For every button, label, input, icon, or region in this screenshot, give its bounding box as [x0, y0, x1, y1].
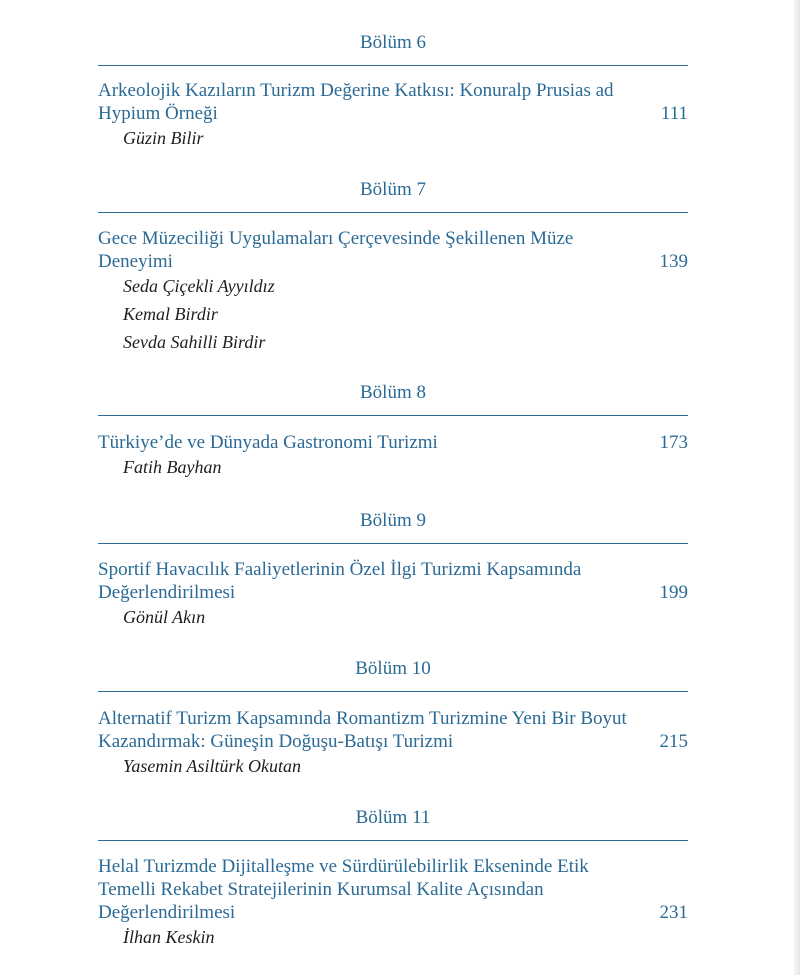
page-edge-shadow [794, 0, 800, 975]
chapter-9 [98, 510, 688, 631]
chapter-heading: Bölüm 6 [360, 32, 426, 53]
chapter-entry-link[interactable] [98, 707, 688, 753]
chapter-entry-link[interactable] [98, 431, 688, 454]
page-number: 139 [659, 251, 688, 272]
page-number: 111 [660, 103, 688, 124]
chapter-divider [98, 691, 688, 692]
chapter-entry-link[interactable] [98, 79, 688, 125]
chapter-7 [98, 179, 688, 356]
author-name: Sevda Sahilli Birdir [123, 332, 266, 352]
chapter-11 [98, 807, 688, 951]
chapter-heading: Bölüm 10 [355, 658, 431, 679]
chapter-heading: Bölüm 9 [360, 510, 426, 531]
chapter-title: Türkiye’de ve Dünyada Gastronomi Turizmi [98, 432, 438, 453]
chapter-8 [98, 382, 688, 481]
author-name: Seda Çiçekli Ayyıldız [123, 276, 275, 296]
chapter-divider [98, 415, 688, 416]
table-of-contents [98, 0, 688, 951]
page-number: 199 [659, 582, 688, 603]
chapter-title: Alternatif Turizm Kapsamında Romantizm Turizmine Yeni Bir Boyut Kazandırmak: Güneşin Doğuşu-Batışı Turizmi [98, 708, 627, 752]
chapter-heading: Bölüm 11 [355, 807, 431, 828]
author-name: Yasemin Asiltürk Okutan [123, 756, 302, 776]
author-name: Fatih Bayhan [123, 457, 222, 477]
chapter-entry-link[interactable] [98, 558, 688, 604]
chapter-6 [98, 32, 688, 152]
chapter-10 [98, 658, 688, 780]
chapter-entry-link[interactable] [98, 227, 688, 273]
chapter-title: Helal Turizmde Dijitalleşme ve Sürdürülebilirlik Ekseninde Etik Temelli Rekabet Stratejilerinin Kurumsal Kalite Açısından Değerlendirilmesi [98, 856, 589, 923]
chapter-title: Gece Müzeciliği Uygulamaları Çerçevesinde Şekillenen Müze Deneyimi [98, 228, 574, 272]
chapter-entry-link[interactable] [98, 855, 688, 924]
chapter-heading: Bölüm 8 [360, 382, 426, 403]
page-number: 231 [659, 902, 688, 923]
chapter-divider [98, 65, 688, 66]
chapter-divider [98, 840, 688, 841]
author-name: Güzin Bilir [123, 128, 204, 148]
chapter-title: Arkeolojik Kazıların Turizm Değerine Katkısı: Konuralp Prusias ad Hypium Örneği [98, 80, 614, 124]
page-number: 215 [659, 731, 688, 752]
author-name: Gönül Akın [123, 607, 206, 627]
author-name: Kemal Birdir [123, 304, 218, 324]
chapter-title: Sportif Havacılık Faaliyetlerinin Özel İlgi Turizmi Kapsamında Değerlendirilmesi [98, 559, 582, 603]
chapter-heading: Bölüm 7 [360, 179, 426, 200]
page-number: 173 [659, 432, 688, 453]
chapter-divider [98, 212, 688, 213]
author-name: İlhan Keskin [123, 927, 215, 947]
chapter-divider [98, 543, 688, 544]
